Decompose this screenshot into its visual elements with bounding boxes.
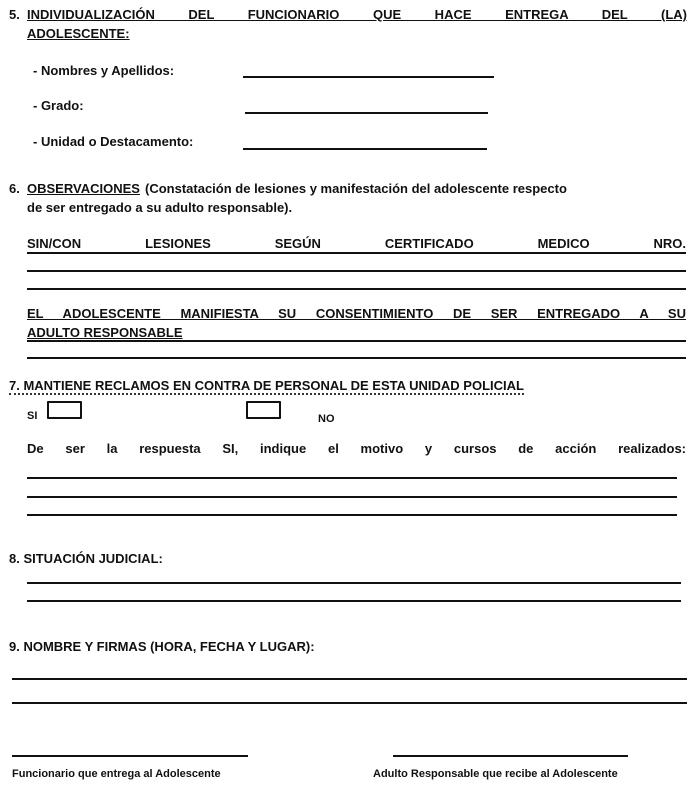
section-6-desc: (Constatación de lesiones y manifestación del adolescente respecto <box>145 181 567 196</box>
reclamo-question: De ser la respuesta SI, indique el motivo y cursos de acción realizados: <box>27 441 686 456</box>
consentimiento-line[interactable] <box>27 340 686 342</box>
observaciones-line[interactable] <box>27 288 686 290</box>
signature-line-funcionario[interactable] <box>12 755 248 757</box>
firmas-line[interactable] <box>12 702 687 704</box>
section-6-number: 6. <box>9 181 20 196</box>
label-grado: - Grado: <box>33 98 84 113</box>
observaciones-line[interactable] <box>27 252 686 254</box>
section-5-title-cont: ADOLESCENTE: <box>27 26 130 41</box>
section-5-number: 5. <box>9 7 20 22</box>
observaciones-line[interactable] <box>27 270 686 272</box>
lesiones-text: SIN/CON LESIONES SEGÚN CERTIFICADO MEDICO NRO. <box>27 236 686 251</box>
section-8-title: 8. SITUACIÓN JUDICIAL: <box>9 551 163 566</box>
situacion-line[interactable] <box>27 582 681 584</box>
consentimiento-line[interactable] <box>27 357 686 359</box>
no-checkbox[interactable] <box>246 401 281 419</box>
reclamo-line[interactable] <box>27 496 677 498</box>
label-unidad: - Unidad o Destacamento: <box>33 134 194 149</box>
unidad-field-line[interactable] <box>243 148 487 150</box>
label-nombres: - Nombres y Apellidos: <box>33 63 175 78</box>
signature-caption-funcionario: Funcionario que entrega al Adolescente <box>12 768 221 780</box>
no-label: NO <box>318 413 335 425</box>
si-label: SI <box>27 410 38 422</box>
signature-line-adulto[interactable] <box>393 755 628 757</box>
section-9-title: 9. NOMBRE Y FIRMAS (HORA, FECHA Y LUGAR): <box>9 639 315 654</box>
section-7-title: 7. MANTIENE RECLAMOS EN CONTRA DE PERSONAL DE ESTA UNIDAD POLICIAL <box>9 378 524 393</box>
reclamo-line[interactable] <box>27 477 677 479</box>
situacion-line[interactable] <box>27 600 681 602</box>
consentimiento-text: EL ADOLESCENTE MANIFIESTA SU CONSENTIMIENTO DE SER ENTREGADO A SU <box>27 306 686 321</box>
consentimiento-text-cont: ADULTO RESPONSABLE <box>27 325 183 340</box>
section-6-desc-cont: de ser entregado a su adulto responsable). <box>27 200 293 215</box>
section-5-title: INDIVIDUALIZACIÓN DEL FUNCIONARIO QUE HACE ENTREGA DEL (LA) <box>27 7 687 22</box>
si-checkbox[interactable] <box>47 401 82 419</box>
nombres-field-line[interactable] <box>243 76 494 78</box>
grado-field-line[interactable] <box>245 112 488 114</box>
reclamo-line[interactable] <box>27 514 677 516</box>
signature-caption-adulto: Adulto Responsable que recibe al Adolescente <box>373 768 618 780</box>
section-6-title: OBSERVACIONES <box>27 181 140 196</box>
firmas-line[interactable] <box>12 678 687 680</box>
